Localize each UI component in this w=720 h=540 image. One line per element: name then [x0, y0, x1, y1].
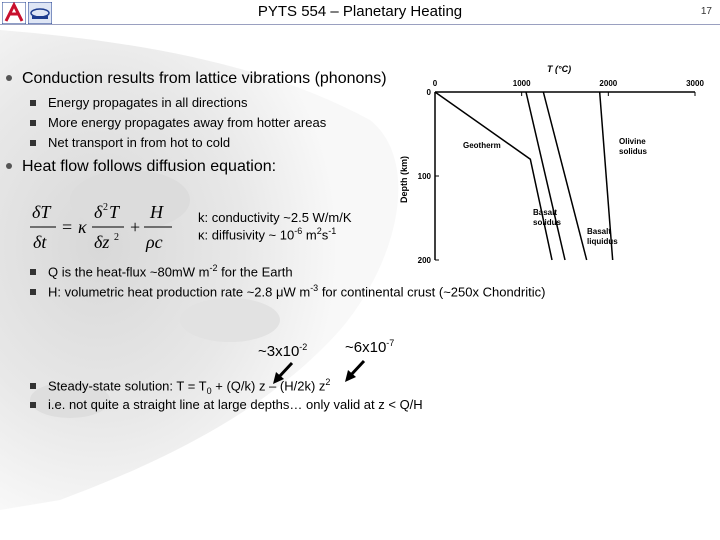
steady-state-solution: Steady-state solution: $T = T_0 + (Q/k)$ z – (H/2k) $z^2$ — [30, 377, 330, 396]
svg-text:δ: δ — [94, 202, 103, 222]
note-heat-production: H: volumetric heat production rate ~2.8 μW $m^{-3}$ for continental crust (~250x Chondritic) — [30, 283, 545, 299]
bullet-square-icon — [30, 402, 36, 408]
svg-text:T: T — [109, 202, 120, 222]
series-line-basalt-solidus — [526, 92, 565, 260]
label-basalt-solidus: Basalt — [533, 208, 558, 217]
sub-bullet-text: More energy propagates away from hotter areas — [48, 115, 327, 130]
bullet-dot-icon — [6, 163, 12, 169]
sub-bullet-2 — [30, 115, 326, 130]
x-axis-label: T (°C) — [547, 64, 572, 74]
geotherm-chart — [395, 58, 715, 270]
svg-text:δT: δT — [32, 202, 51, 222]
svg-text:2: 2 — [103, 202, 108, 213]
bullet-square-icon — [30, 100, 36, 106]
series-line-geotherm — [435, 92, 552, 260]
page-title: PYTS 554 – Planetary Heating — [257, 3, 463, 20]
bullet-square-icon — [30, 289, 36, 295]
conductivity-note: k: conductivity ~2.5 W/m/K — [198, 210, 352, 225]
diffusion-equation-image — [28, 198, 178, 260]
bullet-square-icon — [30, 140, 36, 146]
y-axis-label: Depth (km) — [399, 156, 409, 203]
label-geotherm: Geotherm — [463, 141, 501, 150]
svg-text:δz: δz — [94, 232, 110, 252]
diffusivity-note: κ: diffusivity ~ $10^{-6}$ $m^2s^{-1}$ — [198, 226, 337, 243]
svg-text:H: H — [150, 202, 163, 222]
bullet-heat-flow — [6, 158, 276, 176]
steady-state-note: i.e. not quite a straight line at large depths… only valid at z < Q/H — [30, 397, 423, 412]
bullet-square-icon — [30, 269, 36, 275]
sub-bullet-text: Energy propagates in all directions — [48, 95, 248, 110]
bullet-dot-icon — [6, 75, 12, 81]
y-tick-label: 100 — [417, 172, 431, 181]
x-tick-label: 3000 — [686, 79, 704, 88]
label-basalt-liquidus: Basalt — [587, 227, 612, 236]
bullet-text: Conduction results from lattice vibrations (phonons) — [22, 70, 387, 87]
series-line-basalt-liquidus — [543, 92, 586, 260]
svg-text:+: + — [130, 217, 141, 237]
page-number: 17 — [700, 6, 712, 17]
arrow-down-left-icon — [342, 358, 372, 384]
header-divider — [0, 24, 720, 25]
y-tick-label: 200 — [417, 256, 431, 265]
sub-bullet-1 — [30, 95, 247, 110]
svg-text:2: 2 — [114, 232, 119, 243]
x-tick-label: 1000 — [512, 79, 531, 88]
svg-text:ρc: ρc — [146, 232, 163, 252]
sub-bullet-text: Net transport in from hot to cold — [48, 135, 231, 150]
x-tick-label: 0 — [432, 79, 438, 88]
approx-left: $\sim 3x10^{-2}$ — [258, 342, 308, 360]
svg-text:κ: κ — [78, 217, 87, 237]
bullet-square-icon — [30, 383, 36, 389]
bullet-text: Heat flow follows diffusion equation: — [22, 158, 277, 175]
label-basalt-solidus-2: solidus — [533, 218, 562, 227]
approx-right: $\sim 6x10^{-7}$ — [345, 338, 395, 356]
svg-text:δt: δt — [33, 232, 47, 252]
bullet-square-icon — [30, 120, 36, 126]
svg-text:=: = — [62, 217, 73, 237]
x-tick-label: 2000 — [599, 79, 618, 88]
label-olivine: Olivine — [619, 137, 646, 146]
sub-bullet-3 — [30, 135, 230, 150]
label-olivine-2: solidus — [619, 147, 648, 156]
label-basalt-liquidus-2: liquidus — [587, 237, 618, 246]
y-tick-label: 0 — [426, 88, 431, 97]
bullet-conduction — [6, 70, 387, 88]
note-heat-flux: Q is the heat-flux ~80mW $m^{-2}$ for the Earth — [30, 263, 293, 279]
